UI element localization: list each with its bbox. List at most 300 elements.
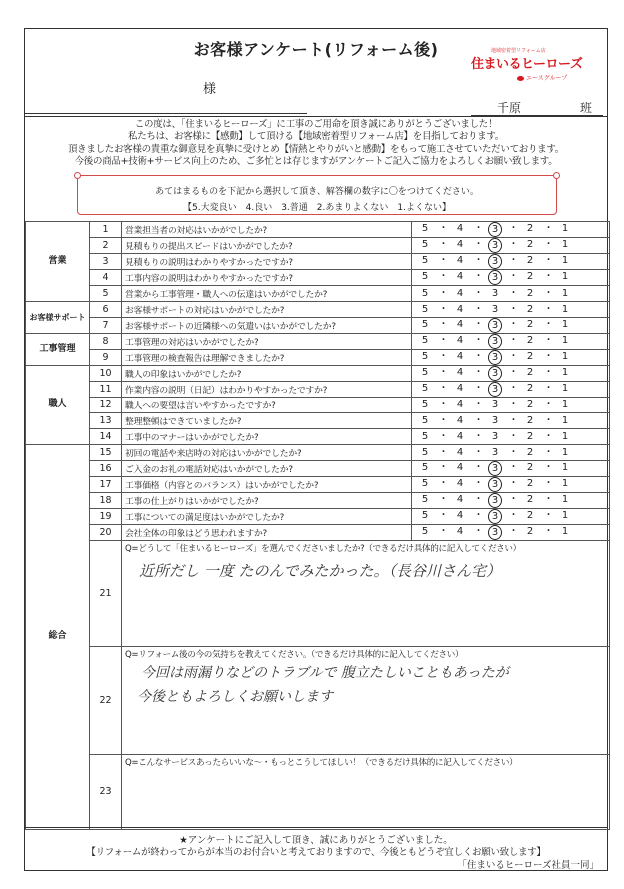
- question-number: 15: [90, 444, 122, 460]
- rating-option-1[interactable]: 1: [561, 366, 569, 378]
- rating-options: [412, 365, 610, 381]
- rating-option-3[interactable]: 3: [488, 382, 502, 397]
- rating-option-4[interactable]: 4: [456, 239, 464, 250]
- question-text: 会社全体の印象はどう思われますか?: [122, 524, 412, 540]
- rating-option-3[interactable]: 3: [488, 477, 502, 492]
- question-number: 12: [90, 397, 122, 413]
- table-row: [26, 254, 610, 270]
- rating-separator: ・: [543, 399, 554, 411]
- rating-option-5[interactable]: 5: [421, 415, 429, 427]
- rating-option-4[interactable]: 4: [456, 509, 464, 521]
- rating-option-4[interactable]: 4: [456, 366, 464, 378]
- table-row: [26, 365, 610, 381]
- rating-scale: [418, 366, 572, 381]
- category-overall: 総合: [26, 444, 90, 829]
- rating-option-5[interactable]: 5: [421, 318, 429, 330]
- rating-scale: [418, 287, 572, 300]
- question-number: 20: [90, 524, 122, 540]
- rating-option-1[interactable]: 1: [561, 415, 569, 427]
- rating-separator: ・: [508, 461, 519, 473]
- question-text: 職人の印象はいかがでしたか?: [122, 365, 412, 381]
- rating-option-1[interactable]: 1: [561, 399, 569, 411]
- rating-option-3[interactable]: 3: [491, 430, 499, 442]
- rating-option-2[interactable]: 2: [526, 493, 534, 505]
- rating-option-3[interactable]: 3: [491, 446, 499, 458]
- question-text: 作業内容の説明（日記）はわかりやすかったですか?: [122, 381, 412, 397]
- rating-separator: ・: [543, 223, 554, 234]
- question-number: 22: [90, 646, 122, 754]
- question-number: 8: [90, 333, 122, 349]
- table-row: [26, 333, 610, 349]
- rating-option-3[interactable]: 3: [488, 254, 502, 269]
- intro-line: 今後の商品+技術+サービス向上のため、ご多忙とは存じますがアンケートご記入ご協力をよろしくお願い致します。: [74, 155, 558, 167]
- rating-options: [412, 508, 610, 524]
- rating-option-5[interactable]: 5: [421, 509, 429, 521]
- rating-separator: ・: [473, 366, 484, 378]
- rating-scale: [418, 303, 572, 316]
- rating-separator: ・: [508, 303, 519, 315]
- customer-name-field[interactable]: [25, 86, 307, 114]
- rating-option-5[interactable]: 5: [421, 366, 429, 378]
- rating-separator: ・: [438, 223, 449, 234]
- rating-separator: ・: [438, 477, 449, 489]
- rating-separator: ・: [543, 287, 554, 299]
- question-text: 工事の仕上がりはいかがでしたか?: [122, 492, 412, 508]
- rating-option-3[interactable]: 3: [491, 303, 499, 315]
- rating-option-1[interactable]: 1: [561, 509, 569, 521]
- rating-separator: ・: [543, 271, 554, 282]
- rating-separator: ・: [543, 303, 554, 315]
- rating-separator: ・: [508, 223, 519, 234]
- rating-options: [412, 254, 610, 270]
- survey-table: [25, 221, 610, 830]
- rating-separator: ・: [508, 255, 519, 266]
- rating-separator: ・: [508, 509, 519, 521]
- rating-option-3[interactable]: 3: [488, 222, 502, 237]
- rating-separator: ・: [508, 287, 519, 299]
- rating-options: [412, 492, 610, 508]
- rating-separator: ・: [473, 477, 484, 489]
- rating-option-2[interactable]: 2: [526, 525, 534, 537]
- logo-name: 住まいるヒーローズ: [471, 57, 583, 72]
- rating-option-2[interactable]: 2: [526, 287, 534, 299]
- question-number: 23: [90, 754, 122, 829]
- rating-option-2[interactable]: 2: [526, 415, 534, 427]
- instruction-text: あてはまるものを下記から選択して頂き、解答欄の数字に〇をつけてください。: [155, 187, 479, 197]
- intro-text: [25, 119, 607, 168]
- intro-line: 頂きましたお客様の貴重な御意見を真摯に受けとめ【情熱とやりがいと感動】をもって施工させていただいております。: [67, 143, 565, 155]
- rating-option-3[interactable]: 3: [488, 366, 502, 381]
- rating-option-2[interactable]: 2: [526, 239, 534, 250]
- rating-scale: [418, 254, 572, 269]
- rating-separator: ・: [438, 493, 449, 505]
- rating-option-2[interactable]: 2: [526, 223, 534, 234]
- question-text: 工事管理の検査報告は理解できましたか?: [122, 349, 412, 365]
- question-number: 1: [90, 222, 122, 238]
- rating-scale: [418, 222, 572, 237]
- rating-separator: ・: [438, 509, 449, 521]
- open-answer-area[interactable]: [122, 646, 610, 754]
- rating-separator: ・: [473, 415, 484, 427]
- rating-separator: ・: [508, 239, 519, 250]
- table-row: [26, 444, 610, 460]
- rating-options: [412, 397, 610, 413]
- rating-separator: ・: [473, 223, 484, 234]
- rating-option-2[interactable]: 2: [526, 477, 534, 489]
- category-construction: 工事管理: [26, 333, 90, 365]
- rating-separator: ・: [543, 415, 554, 427]
- rating-option-4[interactable]: 4: [456, 318, 464, 330]
- rating-separator: ・: [473, 271, 484, 282]
- table-row: [26, 492, 610, 508]
- rating-option-1[interactable]: 1: [561, 271, 569, 282]
- question-number: 18: [90, 492, 122, 508]
- rating-option-4[interactable]: 4: [456, 493, 464, 505]
- rating-separator: ・: [508, 525, 519, 537]
- rating-option-2[interactable]: 2: [526, 318, 534, 330]
- question-text: 工事内容の説明はわかりやすかったですか?: [122, 270, 412, 286]
- rating-legend: 【5.大変良い 4.良い 3.普通 2.あまりよくない 1.よくない】: [183, 203, 451, 213]
- rating-options: [412, 444, 610, 460]
- rating-option-1[interactable]: 1: [561, 382, 569, 394]
- table-row: [26, 429, 610, 445]
- rating-option-4[interactable]: 4: [456, 334, 464, 346]
- company-logo: [465, 47, 605, 85]
- rating-separator: ・: [438, 415, 449, 427]
- rating-separator: ・: [438, 271, 449, 282]
- rating-separator: ・: [473, 239, 484, 250]
- rating-scale: [418, 382, 572, 397]
- question-number: 4: [90, 270, 122, 286]
- logo-group-text: エースグループ: [526, 75, 568, 82]
- table-row: [26, 397, 610, 413]
- rating-separator: ・: [508, 271, 519, 282]
- rating-option-1[interactable]: 1: [561, 287, 569, 299]
- rating-option-1[interactable]: 1: [561, 255, 569, 266]
- question-number: 10: [90, 365, 122, 381]
- rating-separator: ・: [473, 382, 484, 394]
- rating-separator: ・: [438, 461, 449, 473]
- rating-option-2[interactable]: 2: [526, 461, 534, 473]
- question-number: 16: [90, 460, 122, 476]
- question-number: 19: [90, 508, 122, 524]
- table-row: [26, 413, 610, 429]
- rating-scale: [418, 525, 572, 540]
- rating-options: [412, 317, 610, 333]
- rating-options: [412, 413, 610, 429]
- rating-scale: [418, 461, 572, 476]
- rating-separator: ・: [508, 318, 519, 330]
- handwritten-answer: 今後ともよろしくお願いします: [137, 688, 333, 705]
- rating-options: [412, 222, 610, 238]
- rating-option-1[interactable]: 1: [561, 350, 569, 362]
- rating-option-4[interactable]: 4: [456, 430, 464, 442]
- rating-separator: ・: [438, 350, 449, 362]
- table-row: [26, 476, 610, 492]
- open-question-row: [26, 540, 610, 646]
- rating-separator: ・: [543, 477, 554, 489]
- rating-option-4[interactable]: 4: [456, 382, 464, 394]
- rating-separator: ・: [473, 493, 484, 505]
- rating-option-5[interactable]: 5: [421, 525, 429, 537]
- rating-separator: ・: [543, 350, 554, 362]
- rating-options: [412, 301, 610, 317]
- rating-separator: ・: [508, 350, 519, 362]
- rating-options: [412, 333, 610, 349]
- rating-option-3[interactable]: 3: [488, 270, 502, 285]
- question-text: 営業担当者の対応はいかがでしたか?: [122, 222, 412, 238]
- rating-option-2[interactable]: 2: [526, 271, 534, 282]
- rating-option-3[interactable]: 3: [488, 318, 502, 333]
- rating-separator: ・: [508, 399, 519, 411]
- open-answer-area[interactable]: [122, 540, 610, 646]
- open-question-text: Q=こんなサービスあったらいいな〜・もっとこうしてほしい！（できるだけ具体的に記入してください）: [125, 757, 518, 768]
- rating-option-1[interactable]: 1: [561, 239, 569, 250]
- question-number: 17: [90, 476, 122, 492]
- question-number: 21: [90, 540, 122, 646]
- rating-scale: [418, 477, 572, 492]
- rating-option-4[interactable]: 4: [456, 350, 464, 362]
- rating-option-1[interactable]: 1: [561, 223, 569, 234]
- rating-option-5[interactable]: 5: [421, 271, 429, 282]
- rating-separator: ・: [438, 334, 449, 346]
- rating-option-3[interactable]: 3: [488, 525, 502, 540]
- rating-separator: ・: [473, 255, 484, 266]
- rating-option-4[interactable]: 4: [456, 461, 464, 473]
- rating-option-2[interactable]: 2: [526, 446, 534, 458]
- rating-scale: [418, 270, 572, 285]
- question-number: 2: [90, 238, 122, 254]
- question-number: 7: [90, 317, 122, 333]
- open-answer-area[interactable]: [122, 754, 610, 829]
- footer-thanks: ★アンケートにご記入して頂き、誠にありがとうございました。: [179, 835, 453, 846]
- logo-group: [517, 73, 567, 82]
- table-row: [26, 222, 610, 238]
- rating-separator: ・: [508, 366, 519, 378]
- table-row: [26, 238, 610, 254]
- table-row: [26, 286, 610, 302]
- rating-option-4[interactable]: 4: [456, 415, 464, 427]
- rating-separator: ・: [508, 493, 519, 505]
- question-text: 職人への要望は言いやすかったですか?: [122, 397, 412, 413]
- team-name: 千原: [497, 101, 522, 115]
- question-number: 13: [90, 413, 122, 429]
- table-row: [26, 317, 610, 333]
- rating-option-1[interactable]: 1: [561, 461, 569, 473]
- survey-sheet: [24, 28, 608, 871]
- rating-separator: ・: [438, 303, 449, 315]
- rating-option-2[interactable]: 2: [526, 350, 534, 362]
- open-question-row: [26, 646, 610, 754]
- rating-separator: ・: [438, 287, 449, 299]
- rating-separator: ・: [473, 399, 484, 411]
- question-text: お客様サポートの近隣様への気遣いはいかがでしたか?: [122, 317, 412, 333]
- rating-option-2[interactable]: 2: [526, 382, 534, 394]
- open-question-row: [26, 754, 610, 829]
- group-mark-icon: [517, 76, 524, 81]
- customer-suffix: 様: [203, 82, 217, 97]
- rating-option-5[interactable]: 5: [421, 287, 429, 299]
- footer-signature: 「住まいるヒーローズ社員一同」: [457, 860, 599, 871]
- rating-option-1[interactable]: 1: [561, 430, 569, 442]
- question-number: 14: [90, 429, 122, 445]
- rating-separator: ・: [473, 430, 484, 442]
- rating-separator: ・: [473, 461, 484, 473]
- rating-separator: ・: [473, 318, 484, 330]
- corner-ring-icon: [74, 172, 81, 179]
- rating-scale: [418, 446, 572, 459]
- rating-separator: ・: [543, 366, 554, 378]
- question-text: 見積もりの説明はわかりやすかったですか?: [122, 254, 412, 270]
- rating-separator: ・: [543, 525, 554, 537]
- rating-option-4[interactable]: 4: [456, 287, 464, 299]
- footer-divider: [25, 827, 607, 828]
- intro-line: 私たちは、お客様に【感動】して頂ける【地域密着型リフォーム店】を目指しております。: [128, 131, 504, 143]
- header-divider: [25, 116, 607, 117]
- handwritten-answer: 今回は雨漏りなどのトラブルで 腹立たしいこともあったが: [141, 664, 509, 681]
- rating-option-4[interactable]: 4: [456, 223, 464, 234]
- rating-option-1[interactable]: 1: [561, 334, 569, 346]
- rating-separator: ・: [473, 446, 484, 458]
- rating-option-3[interactable]: 3: [491, 415, 499, 427]
- rating-separator: ・: [438, 399, 449, 411]
- rating-option-5[interactable]: 5: [421, 382, 429, 394]
- rating-option-2[interactable]: 2: [526, 255, 534, 266]
- table-row: [26, 460, 610, 476]
- question-number: 9: [90, 349, 122, 365]
- rating-separator: ・: [438, 366, 449, 378]
- question-text: 工事管理の対応はいかがでしたか?: [122, 333, 412, 349]
- rating-option-1[interactable]: 1: [561, 318, 569, 330]
- rating-options: [412, 476, 610, 492]
- rating-option-5[interactable]: 5: [421, 461, 429, 473]
- rating-option-5[interactable]: 5: [421, 446, 429, 458]
- table-row: [26, 270, 610, 286]
- rating-separator: ・: [438, 255, 449, 266]
- rating-option-5[interactable]: 5: [421, 477, 429, 489]
- rating-separator: ・: [543, 430, 554, 442]
- question-text: 工事中のマナーはいかがでしたか?: [122, 429, 412, 445]
- rating-separator: ・: [543, 446, 554, 458]
- open-question-text: Q=リフォーム後の今の気持ちを教えてください。（できるだけ具体的に記入してください）: [125, 649, 464, 660]
- rating-option-2[interactable]: 2: [526, 334, 534, 346]
- rating-option-1[interactable]: 1: [561, 446, 569, 458]
- rating-options: [412, 524, 610, 540]
- question-text: 営業から工事管理・職人への伝達はいかがでしたか?: [122, 286, 412, 302]
- rating-separator: ・: [438, 239, 449, 250]
- table-row: [26, 381, 610, 397]
- question-text: 見積もりの提出スピードはいかがでしたか?: [122, 238, 412, 254]
- open-question-text: Q=どうして「住まいるヒーローズ」を選んでくださいましたか?（できるだけ具体的に記入してください）: [125, 543, 521, 554]
- question-number: 3: [90, 254, 122, 270]
- rating-separator: ・: [473, 303, 484, 315]
- rating-scale: [418, 509, 572, 524]
- rating-scale: [418, 350, 572, 365]
- rating-separator: ・: [438, 382, 449, 394]
- rating-option-5[interactable]: 5: [421, 493, 429, 505]
- question-number: 11: [90, 381, 122, 397]
- rating-option-4[interactable]: 4: [456, 271, 464, 282]
- question-number: 5: [90, 286, 122, 302]
- rating-scale: [418, 414, 572, 427]
- category-support: お客様サポート: [26, 301, 90, 333]
- rating-option-4[interactable]: 4: [456, 255, 464, 266]
- rating-option-5[interactable]: 5: [421, 334, 429, 346]
- rating-separator: ・: [508, 334, 519, 346]
- logo-tagline: 地域密着型リフォーム店: [491, 48, 546, 54]
- rating-separator: ・: [543, 334, 554, 346]
- rating-options: [412, 429, 610, 445]
- rating-separator: ・: [543, 239, 554, 250]
- rating-option-3[interactable]: 3: [488, 461, 502, 476]
- rating-option-2[interactable]: 2: [526, 303, 534, 315]
- question-text: 初回の電話や来店時の対応はいかがでしたか?: [122, 444, 412, 460]
- rating-scale: [418, 430, 572, 443]
- rating-option-3[interactable]: 3: [488, 334, 502, 349]
- rating-option-1[interactable]: 1: [561, 303, 569, 315]
- rating-option-4[interactable]: 4: [456, 525, 464, 537]
- rating-option-3[interactable]: 3: [491, 287, 499, 299]
- footer-message: 【リフォームが終わってからが本当のお付合いと考えておりますので、今後ともどうぞ宜しくお願い致します】: [86, 847, 546, 858]
- rating-options: [412, 381, 610, 397]
- rating-options: [412, 270, 610, 286]
- rating-option-3[interactable]: 3: [488, 350, 502, 365]
- rating-separator: ・: [508, 415, 519, 427]
- corner-ring-icon: [553, 172, 560, 179]
- rating-option-1[interactable]: 1: [561, 477, 569, 489]
- rating-option-2[interactable]: 2: [526, 366, 534, 378]
- rating-option-3[interactable]: 3: [488, 493, 502, 508]
- question-text: 整理整頓はできていましたか?: [122, 413, 412, 429]
- rating-separator: ・: [508, 430, 519, 442]
- rating-scale: [418, 334, 572, 349]
- rating-option-5[interactable]: 5: [421, 239, 429, 250]
- rating-option-3[interactable]: 3: [488, 509, 502, 524]
- rating-options: [412, 286, 610, 302]
- table-row: [26, 508, 610, 524]
- rating-option-4[interactable]: 4: [456, 477, 464, 489]
- rating-scale: [418, 493, 572, 508]
- rating-separator: ・: [473, 287, 484, 299]
- rating-option-2[interactable]: 2: [526, 509, 534, 521]
- category-sales: 営業: [26, 222, 90, 302]
- rating-option-2[interactable]: 2: [526, 399, 534, 411]
- rating-option-1[interactable]: 1: [561, 525, 569, 537]
- rating-option-2[interactable]: 2: [526, 430, 534, 442]
- question-number: 6: [90, 301, 122, 317]
- rating-option-4[interactable]: 4: [456, 399, 464, 411]
- question-text: 工事価格（内容とのバランス）はいかがでしたか?: [122, 476, 412, 492]
- rating-option-3[interactable]: 3: [488, 238, 502, 253]
- rating-scale: [418, 398, 572, 411]
- rating-option-3[interactable]: 3: [491, 399, 499, 411]
- rating-separator: ・: [508, 382, 519, 394]
- rating-option-4[interactable]: 4: [456, 303, 464, 315]
- rating-options: [412, 460, 610, 476]
- rating-separator: ・: [438, 446, 449, 458]
- rating-separator: ・: [508, 477, 519, 489]
- rating-option-4[interactable]: 4: [456, 446, 464, 458]
- rating-option-5[interactable]: 5: [421, 255, 429, 266]
- rating-option-5[interactable]: 5: [421, 430, 429, 442]
- rating-option-5[interactable]: 5: [421, 350, 429, 362]
- rating-option-1[interactable]: 1: [561, 493, 569, 505]
- rating-separator: ・: [508, 446, 519, 458]
- rating-option-5[interactable]: 5: [421, 399, 429, 411]
- rating-scale: [418, 318, 572, 333]
- rating-option-5[interactable]: 5: [421, 303, 429, 315]
- rating-option-5[interactable]: 5: [421, 223, 429, 234]
